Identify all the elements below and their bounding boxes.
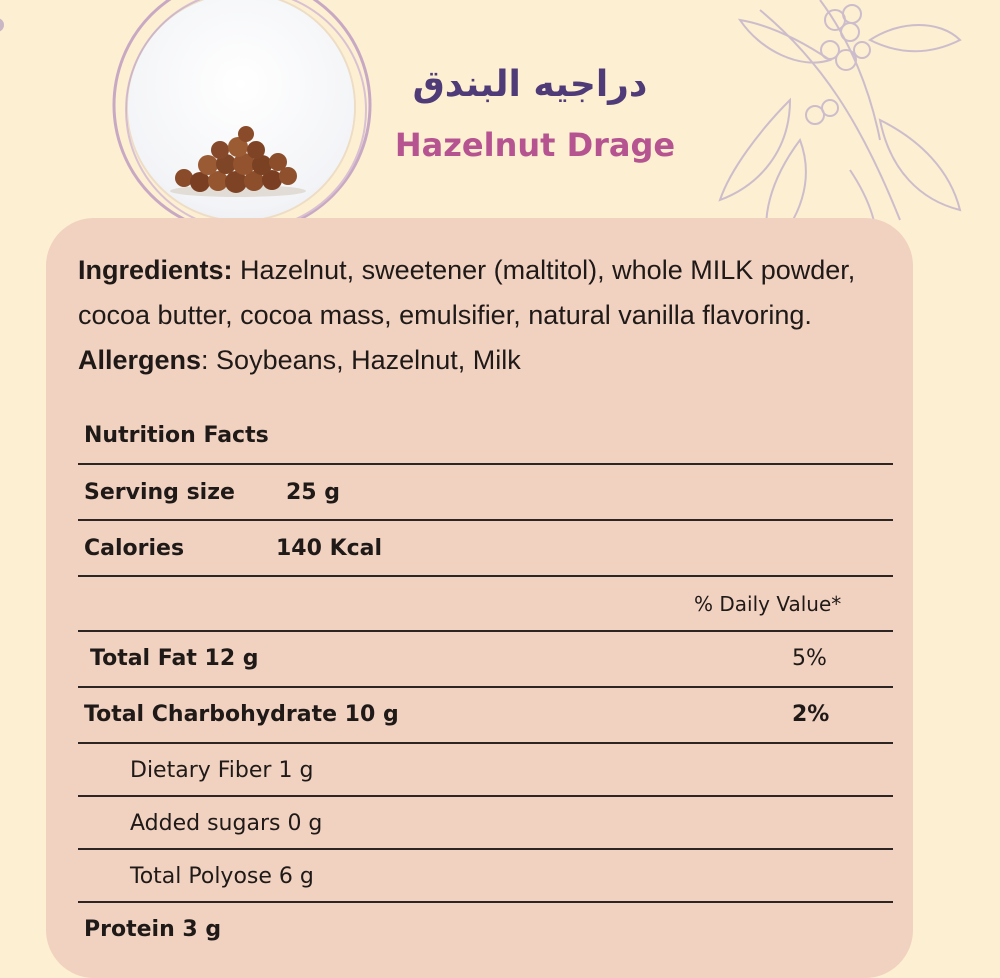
allergens-label: Allergens (78, 345, 202, 375)
allergens-text: : Soybeans, Hazelnut, Milk (201, 345, 521, 375)
protein-label: Protein 3 g (84, 917, 222, 942)
divider (78, 795, 893, 797)
total-carbohydrate-label: Total Charbohydrate 10 g (84, 702, 399, 727)
divider (78, 742, 893, 744)
divider (78, 463, 893, 465)
total-fat-label: Total Fat 12 g (90, 646, 259, 671)
total-polyose-label: Total Polyose 6 g (130, 864, 314, 889)
nutrition-facts-header: Nutrition Facts (84, 423, 269, 448)
divider (78, 686, 893, 688)
divider (78, 848, 893, 850)
ingredients-text: Hazelnut, sweetener (maltitol), whole MILK powder, cocoa butter, cocoa mass, emulsifier, natural vanilla flavoring. (78, 255, 856, 330)
serving-size-value: 25 g (286, 480, 341, 505)
total-fat-dv: 5% (792, 646, 827, 671)
ingredients-paragraph (78, 248, 898, 383)
dietary-fiber-label: Dietary Fiber 1 g (130, 758, 314, 783)
calories-value: 140 Kcal (276, 536, 383, 561)
product-title-english: Hazelnut Drage (394, 126, 676, 164)
candy-pile-image (128, 0, 354, 220)
serving-size-label: Serving size (84, 480, 235, 505)
added-sugars-label: Added sugars 0 g (130, 811, 323, 836)
total-carbohydrate-dv: 2% (792, 702, 830, 727)
divider (78, 630, 893, 632)
divider (78, 575, 893, 577)
branch-illustration (720, 0, 960, 250)
divider (78, 901, 893, 903)
product-title-arabic: دراجيه البندق (412, 64, 648, 105)
product-photo (128, 0, 354, 220)
hazelnut-candies (170, 126, 306, 197)
divider (78, 519, 893, 521)
calories-label: Calories (84, 536, 185, 561)
ingredients-label: Ingredients: (78, 255, 233, 285)
daily-value-header: % Daily Value* (694, 592, 842, 616)
